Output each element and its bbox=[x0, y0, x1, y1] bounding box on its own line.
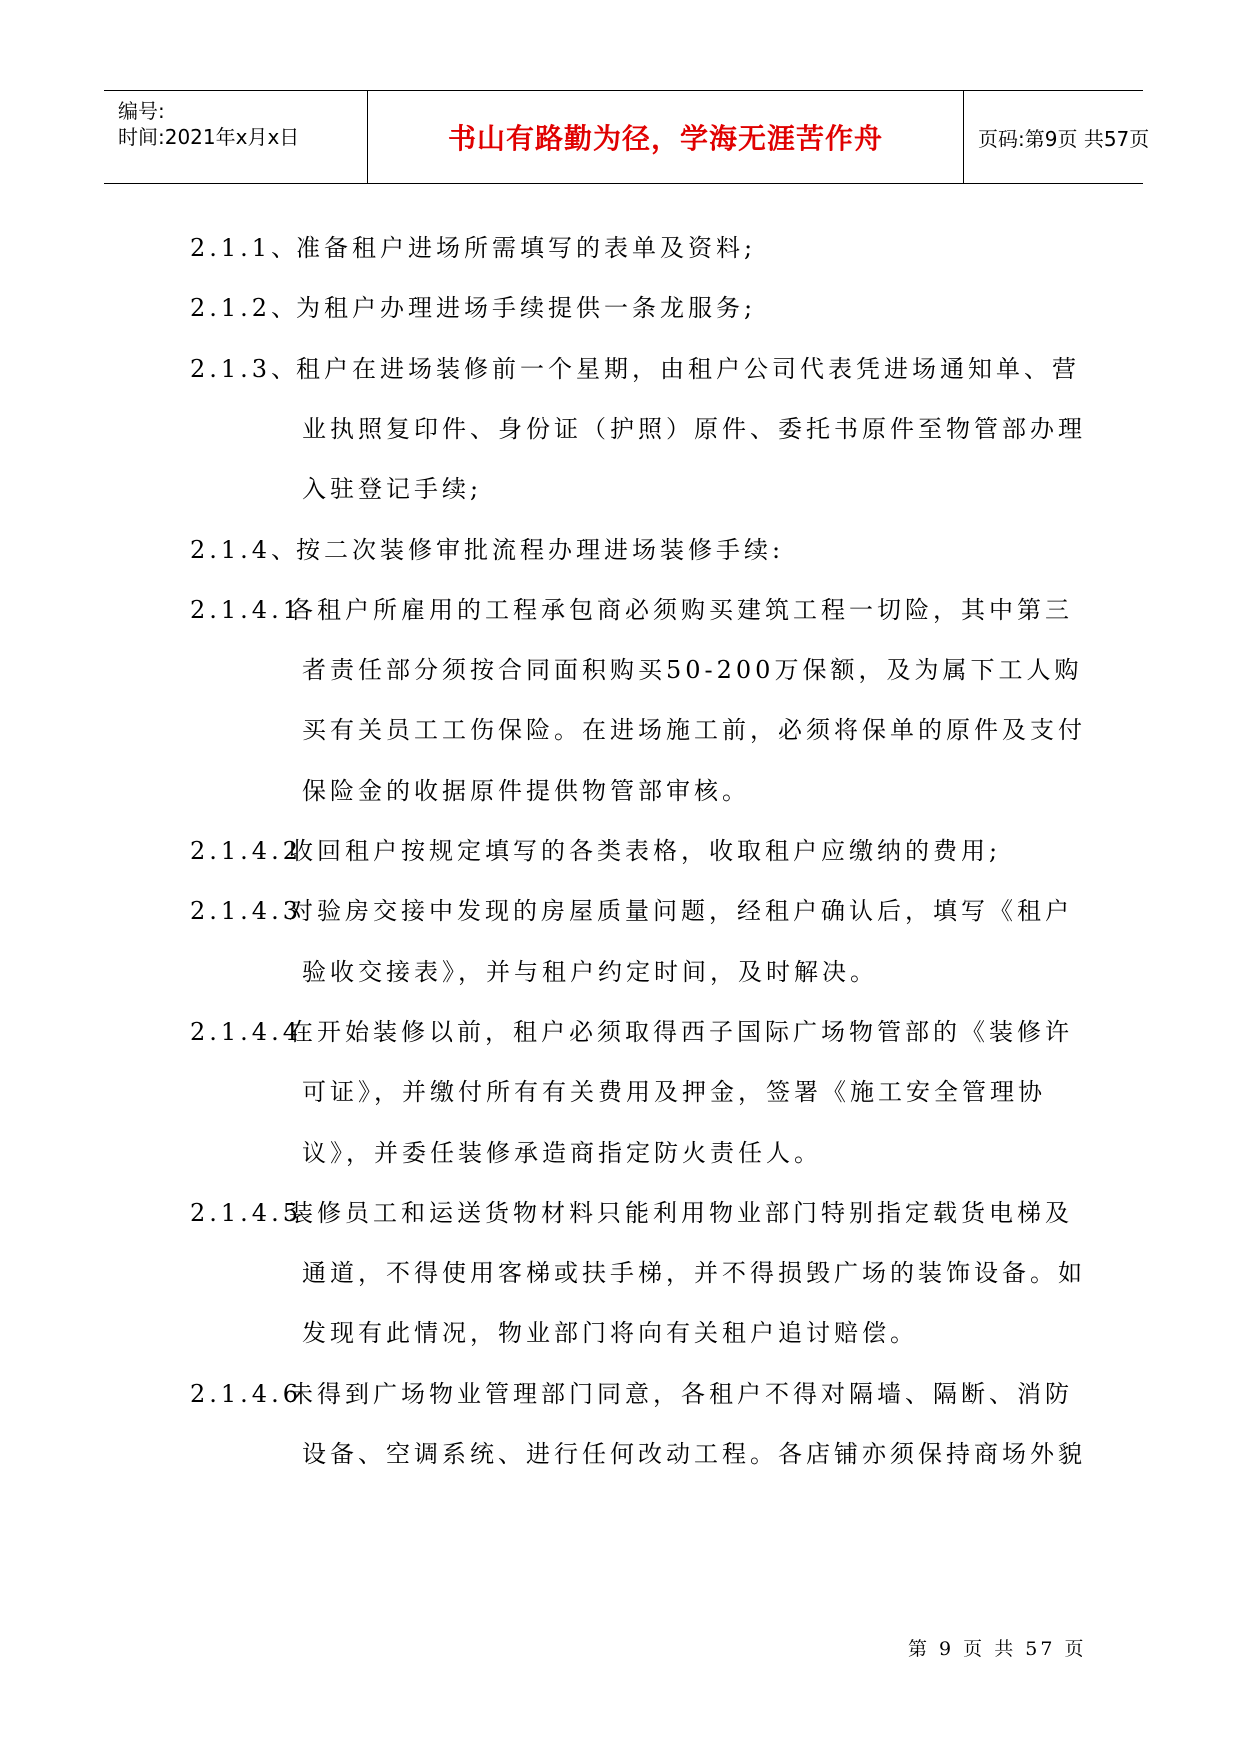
clause-text: 装修员工和运送货物材料只能利用物业部门特别指定载货电梯及 bbox=[289, 1198, 1073, 1227]
clause-continuation-line bbox=[302, 1253, 1086, 1288]
clause-first-line bbox=[190, 831, 1001, 866]
header-meta bbox=[104, 91, 368, 183]
page-header bbox=[104, 90, 1150, 184]
clause-number: 2.1.4、 bbox=[190, 535, 300, 564]
clause-number: 2.1.2、 bbox=[190, 294, 300, 323]
clause-text: 准备租户进场所需填写的表单及资料; bbox=[296, 234, 757, 262]
clause-first-line bbox=[190, 590, 1073, 625]
clause-text: 买有关员工工伤保险。在进场施工前，必须将保单的原件及支付 bbox=[302, 716, 1086, 745]
clause-first-line bbox=[190, 1374, 1073, 1409]
clause-text: 业执照复印件、身份证（护照）原件、委托书原件至物管部办理 bbox=[302, 414, 1086, 443]
clause-number: 2.1.4.6 bbox=[190, 1379, 302, 1408]
clause-first-line bbox=[190, 288, 756, 323]
clause-continuation-line bbox=[302, 1313, 918, 1348]
clause-text: 可证》，并缴付所有有关费用及押金，签署《施工安全管理协 bbox=[302, 1078, 1046, 1107]
clause-text: 通道，不得使用客梯或扶手梯，并不得损毁广场的装饰设备。如 bbox=[302, 1259, 1086, 1288]
clause-text: 为租户办理进场手续提供一条龙服务; bbox=[296, 294, 757, 323]
clause-first-line bbox=[190, 228, 756, 263]
header-motto: 书山有路勤为径，学海无涯苦作舟 bbox=[368, 91, 964, 183]
clause-text: 入驻登记手续; bbox=[302, 475, 483, 504]
clause-text: 设备、空调系统、进行任何改动工程。各店铺亦须保持商场外貌 bbox=[302, 1440, 1086, 1468]
clause-text: 按二次装修审批流程办理进场装修手续: bbox=[296, 535, 785, 564]
clause-first-line bbox=[190, 349, 1080, 384]
clause-continuation-line bbox=[302, 952, 878, 987]
time-label: 时间:2021年x月x日 bbox=[118, 125, 300, 149]
clause-continuation-line bbox=[302, 710, 1086, 745]
clause-continuation-line bbox=[302, 1072, 1046, 1107]
clause-first-line bbox=[190, 530, 784, 565]
page-footer: 第 9 页 共 57 页 bbox=[908, 1638, 1087, 1660]
clause-continuation-line bbox=[302, 650, 1082, 685]
clause-number: 2.1.4.2 bbox=[190, 837, 302, 865]
clause-first-line bbox=[190, 1193, 1073, 1228]
clause-first-line bbox=[190, 1012, 1073, 1047]
clause-text: 议》，并委任装修承造商指定防火责任人。 bbox=[302, 1138, 822, 1167]
clause-text: 验收交接表》，并与租户约定时间，及时解决。 bbox=[302, 957, 878, 986]
clause-text: 各租户所雇用的工程承包商必须购买建筑工程一切险，其中第三 bbox=[289, 595, 1073, 624]
clause-text: 在开始装修以前，租户必须取得西子国际广场物管部的《装修许 bbox=[289, 1017, 1073, 1046]
header-page-info: 页码:第9页 共57页 bbox=[978, 126, 1150, 151]
clause-text: 租户在进场装修前一个星期，由租户公司代表凭进场通知单、营 bbox=[296, 354, 1080, 383]
clause-text: 未得到广场物业管理部门同意，各租户不得对隔墙、隔断、消防 bbox=[289, 1379, 1073, 1408]
clause-text: 对验房交接中发现的房屋质量问题，经租户确认后，填写《租户 bbox=[289, 897, 1073, 926]
clause-text: 发现有此情况，物业部门将向有关租户追讨赔偿。 bbox=[302, 1319, 918, 1348]
clause-continuation-line bbox=[302, 771, 750, 806]
clause-text: 保险金的收据原件提供物管部审核。 bbox=[302, 776, 750, 805]
serial-label: 编号: bbox=[118, 99, 165, 123]
clause-number: 2.1.4.5 bbox=[190, 1198, 302, 1227]
clause-number: 2.1.4.1 bbox=[190, 595, 302, 624]
clause-continuation-line bbox=[302, 1434, 1086, 1469]
clause-continuation-line bbox=[302, 469, 482, 504]
clause-number: 2.1.1、 bbox=[190, 234, 300, 262]
clause-text: 收回租户按规定填写的各类表格，收取租户应缴纳的费用; bbox=[289, 837, 1002, 865]
clause-continuation-line bbox=[302, 409, 1086, 444]
clause-first-line bbox=[190, 891, 1073, 926]
clause-number: 2.1.4.3 bbox=[190, 897, 302, 926]
clause-number: 2.1.3、 bbox=[190, 354, 300, 383]
clause-continuation-line bbox=[302, 1133, 822, 1168]
clause-text: 者责任部分须按合同面积购买50-200万保额，及为属下工人购 bbox=[302, 656, 1083, 685]
clause-number: 2.1.4.4 bbox=[190, 1017, 302, 1046]
